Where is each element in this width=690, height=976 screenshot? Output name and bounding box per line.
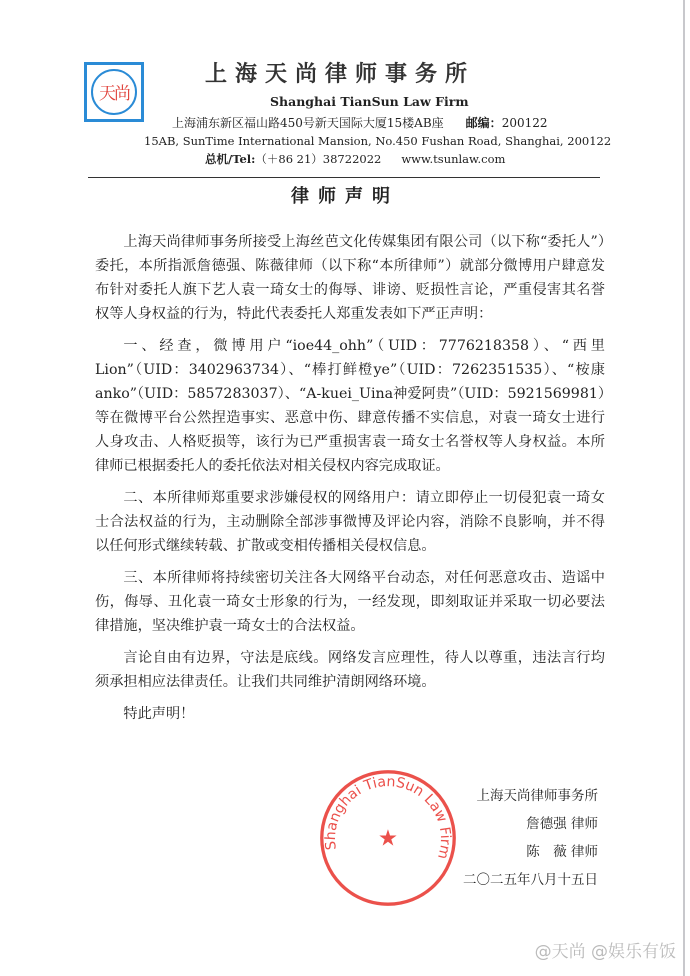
signature-lawyer-2: 陈 薇 律师 <box>526 844 598 860</box>
postcode-label: 邮编： <box>465 116 502 130</box>
signature-date: 二〇二五年八月十五日 <box>463 872 598 888</box>
paragraph-3: 三、本所律师将持续密切关注各大网络平台动态，对任何恶意攻击、造谣中伤，侮辱、丑化袁一琦女士形象的行为，一经发现，即刻取证并采取一切必要法律措施，坚决维护袁一琦女士的合法权益。 <box>95 570 605 634</box>
tel-label: 总机/Tel: <box>205 152 256 166</box>
tel: （＋86 21）38722022 <box>255 152 382 166</box>
document-title: 律师声明 <box>291 186 399 207</box>
address-en: 15AB, SunTime International Mansion, No.450 Fushan Road, Shanghai, 200122 <box>144 134 612 148</box>
paragraph-1: 一、经查，微博用户“ioe44_ohh”（UID：7776218358）、“西里Lion”（UID：3402963734）、“棒打鲜橙ye”（UID：7262351535）、“桉康anko”（UID：5857283037）、“A-kuei_Uina神爱阿贵”（UID：5921569981）等在微博平台公然捏造事实、恶意中伤、肆意传播不实信息，对袁一琦女士进行人身攻击、人格贬损等，该行为已严重损害袁一琦女士名誉权等人身权益。本所律师已根据委托人的委托依法对相关侵权内容完成取证。 <box>95 338 605 474</box>
address-cn-line <box>172 115 548 131</box>
paragraph-intro: 上海天尚律师事务所接受上海丝芭文化传媒集团有限公司（以下称“委托人”）委托，本所指派詹德强、陈薇律师（以下称“本所律师”）就部分微博用户肆意发布针对委托人旗下艺人袁一琦女士的侮辱、诽谤、贬损性言论，严重侵害其名誉权等人身权益的行为，特此代表委托人郑重发表如下严正声明： <box>95 234 605 322</box>
firm-seal <box>318 768 458 908</box>
paragraph-2: 二、本所律师郑重要求涉嫌侵权的网络用户：请立即停止一切侵犯袁一琦女士合法权益的行为，主动删除全部涉事微博及评论内容，消除不良影响，并不得以任何形式继续转载、扩散或变相传播相关侵权信息。 <box>95 490 605 554</box>
paragraph-declaration: 特此声明！ <box>123 706 195 722</box>
paragraph-closing: 言论自由有边界，守法是底线。网络发言应理性，待人以尊重，违法言行均须承担相应法律责任。让我们共同维护清朗网络环境。 <box>95 650 605 690</box>
page-edge <box>683 0 685 976</box>
firm-name-en: Shanghai TianSun Law Firm <box>270 94 469 109</box>
firm-logo <box>84 62 144 122</box>
website: www.tsunlaw.com <box>401 152 506 166</box>
watermark: @天尚 @娱乐有饭 <box>534 942 676 962</box>
contact-line <box>205 152 505 167</box>
signature-block <box>463 782 598 894</box>
postcode: 200122 <box>501 116 548 130</box>
firm-name-cn: 上海天尚律师事务所 <box>205 61 476 87</box>
header-divider <box>88 177 600 178</box>
signature-lawyer-1: 詹德强 律师 <box>526 816 598 832</box>
svg-text:★: ★ <box>377 825 399 852</box>
document-body <box>95 230 605 734</box>
signature-firm: 上海天尚律师事务所 <box>476 788 598 804</box>
address-cn: 上海浦东新区福山路450号新天国际大厦15楼AB座 <box>172 116 444 130</box>
svg-text:Shanghai TianSun Law Firm: Shanghai TianSun Law Firm <box>322 773 454 861</box>
logo-text: 天尚 <box>99 84 129 104</box>
